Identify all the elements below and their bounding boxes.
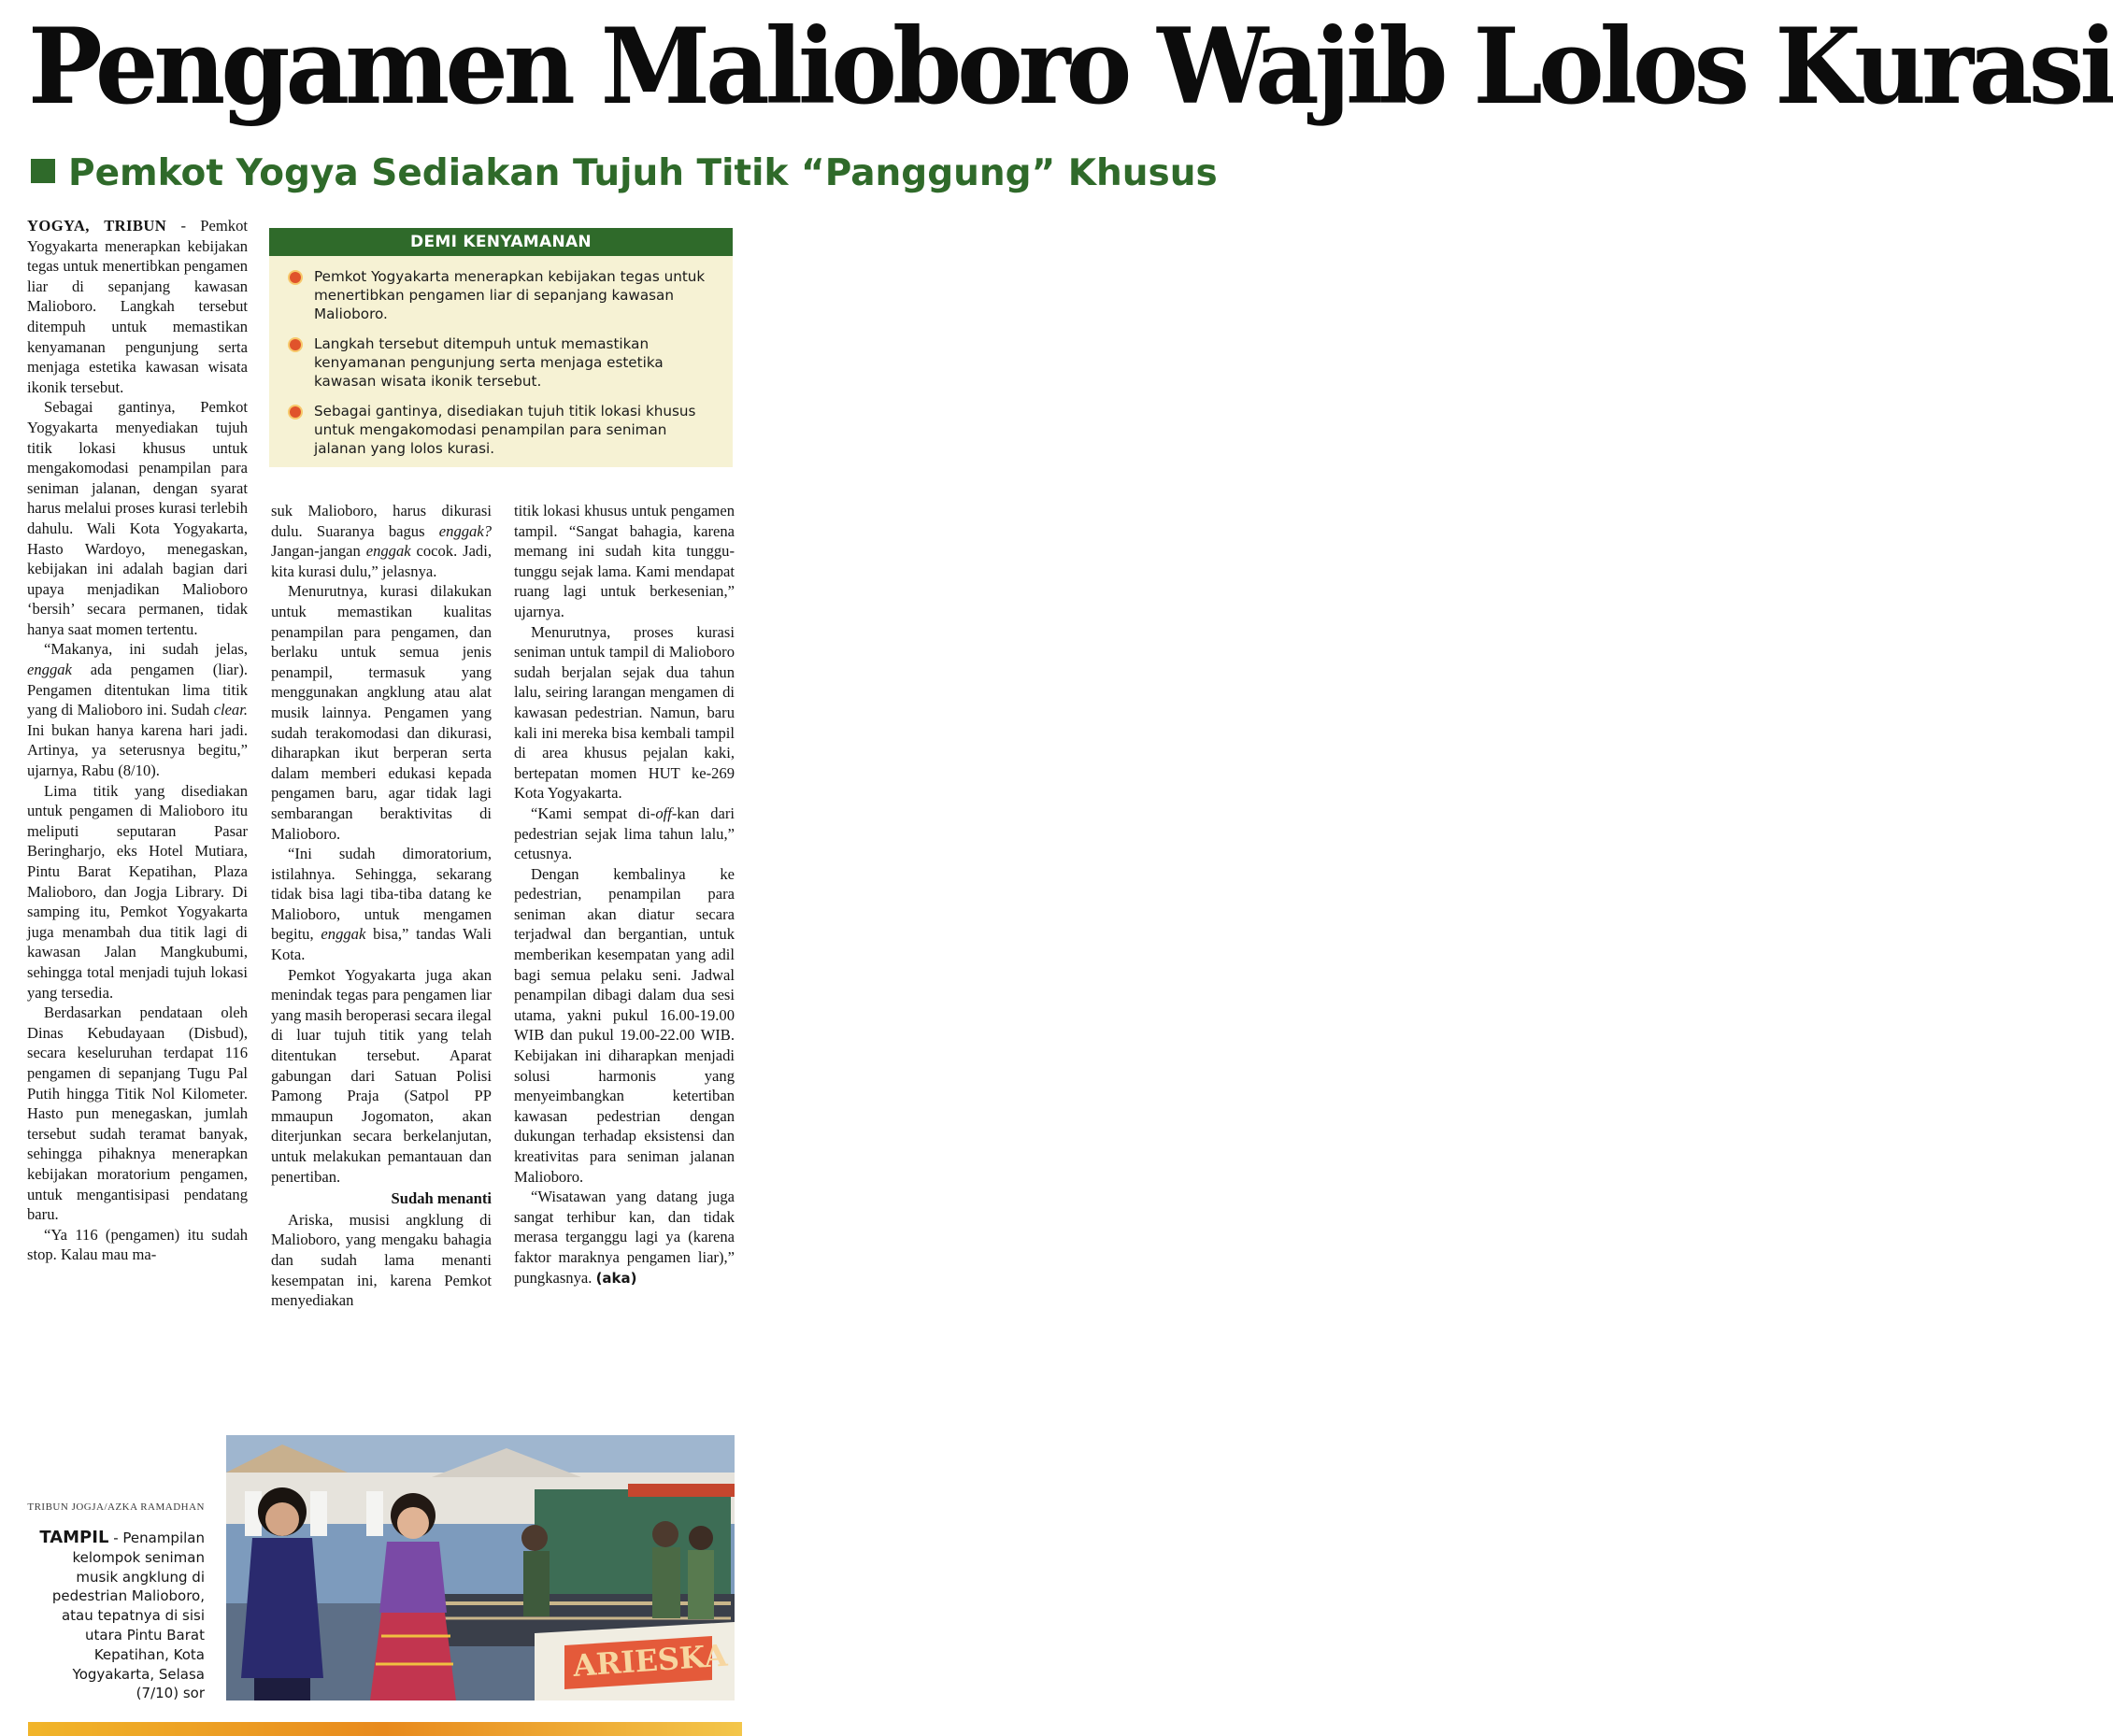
- bullet-dot-icon: [290, 339, 301, 350]
- headline: Pengamen Malioboro Wajib Lolos Kurasi: [28, 4, 2113, 128]
- paragraph: Menurutnya, kurasi dilakukan untuk memastikan kualitas penampilan para pengamen, dan berlaku untuk semua jenis penampil, termasuk yang menggunakan angklung atau alat musik lainnya. Pengamen yang sudah terakomodasi dan dikurasi, diharapkan ikut berperan serta dalam memberi edukasi kepada pengamen baru, agar tidak lagi sembarangan beraktivitas di Malioboro.: [271, 582, 492, 843]
- section-heading: Sudah menanti: [391, 1189, 492, 1208]
- caption-label: TAMPIL: [39, 1528, 109, 1547]
- paragraph: “Kami sempat di-off-kan dari pedestrian sejak lima tahun lalu,” cetusnya.: [514, 804, 735, 863]
- bottom-color-strip: [28, 1722, 742, 1736]
- news-photo: [226, 1435, 735, 1700]
- bullet-dot-icon: [290, 272, 301, 283]
- paragraph: Ariska, musisi angklung di Malioboro, yang mengaku bahagia dan sudah lama menanti kesempatan ini, karena Pemkot menyediakan: [271, 1210, 492, 1310]
- paragraph: Dengan kembalinya ke pedestrian, penampilan para seniman akan diatur secara terjadwal dan bergantian, untuk memberikan kesempatan yang adil bagi semua pelaku seni. Jadwal penampilan dibagi dalam dua sesi utama, yakni pukul 16.00-19.00 WIB dan pukul 19.00-22.00 WIB. Kebijakan ini diharapkan menjadi solusi harmonis yang menyeimbangkan ketertiban kawasan pedestrian dengan dukungan terhadap eksistensi dan kreativitas para seniman jalanan Malioboro.: [514, 864, 735, 1186]
- paragraph: Sebagai gantinya, Pemkot Yogyakarta menyediakan tujuh titik lokasi khusus untuk mengakomodasi penampilan para seniman jalanan, dengan syarat harus melalui proses kurasi terlebih dahulu. Wali Kota Yogyakarta, Hasto Wardoyo, menegaskan, kebijakan ini adalah bagian dari upaya menjadikan Malioboro ‘bersih’ secara permanen, tidak hanya saat momen tertentu.: [27, 398, 248, 638]
- photo-illustration: [226, 1435, 735, 1700]
- paragraph: “Makanya, ini sudah jelas, enggak ada pengamen (liar). Pengamen ditentukan lima titik yang di Malioboro ini. Sudah clear. Ini bukan hanya karena hari jadi. Artinya, ya seterusnya begitu,” ujarnya, Rabu (8/10).: [27, 640, 249, 780]
- info-box-item: Langkah tersebut ditempuh untuk memastikan kenyamanan pengunjung serta menjaga estetika kawasan wisata ikonik tersebut.: [286, 334, 716, 391]
- info-box-item: Pemkot Yogyakarta menerapkan kebijakan tegas untuk menertibkan pengamen liar di sepanjang kawasan Malioboro.: [286, 267, 716, 323]
- paragraph: “Wisatawan yang datang juga sangat terhibur kan, dan tidak merasa terganggu lagi ya (karena faktor maraknya pengamen liar),” pungkasnya. (aka): [514, 1188, 735, 1287]
- photo-credit: TRIBUN JOGJA/AZKA RAMADHAN: [27, 1501, 205, 1513]
- bullet-dot-icon: [290, 406, 301, 418]
- subheadline-text: Pemkot Yogya Sediakan Tujuh Titik “Panggung” Khusus: [68, 152, 1218, 194]
- info-box-title: DEMI KENYAMANAN: [269, 228, 733, 256]
- info-box: [269, 228, 733, 467]
- paragraph: suk Malioboro, harus dikurasi dulu. Suaranya bagus enggak? Jangan-jangan enggak cocok. Jadi, kita kurasi dulu,” jelasnya.: [271, 502, 492, 580]
- paragraph: titik lokasi khusus untuk pengamen tampil. “Sangat bahagia, karena memang ini sudah kita tunggu-tunggu sejak lama. Kami mendapat ruang lagi untuk berkesenian,” ujarnya.: [514, 502, 735, 620]
- article-column-3: [514, 501, 735, 1288]
- paragraph: “Ya 116 (pengamen) itu sudah stop. Kalau mau ma-: [27, 1225, 248, 1264]
- info-box-list: [269, 256, 733, 458]
- paragraph: Pemkot Yogyakarta juga akan menindak tegas para pengamen liar yang masih beroperasi secara ilegal di luar tujuh titik yang telah ditentukan tersebut. Aparat gabungan dari Satuan Polisi Pamong Praja (Satpol PP mmaupun Jogomaton, akan diterjunkan secara berkelanjutan, untuk melakukan pemantauan dan penertiban.: [271, 965, 492, 1186]
- author-credit: (aka): [595, 1269, 637, 1287]
- banner-text: ARIESKA: [571, 1637, 729, 1684]
- info-box-item: Sebagai gantinya, disediakan tujuh titik lokasi khusus untuk mengakomodasi penampilan para seniman jalanan yang lolos kurasi.: [286, 402, 716, 458]
- caption-text: - Penampilan kelompok seniman musik angklung di pedestrian Malioboro, atau tepatnya di sisi utara Pintu Barat Kepatihan, Kota Yogyakarta, Selasa (7/10) sor: [51, 1530, 205, 1702]
- dateline: YOGYA, TRIBUN: [27, 217, 167, 235]
- paragraph: [27, 216, 248, 397]
- paragraph: Berdasarkan pendataan oleh Dinas Kebudayaan (Disbud), secara keseluruhan terdapat 116 pengamen di sepanjang Tugu Pal Putih hingga Titik Nol Kilometer. Hasto pun menegaskan, jumlah tersebut sudah teramat banyak, sehingga pihaknya menerapkan kebijakan moratorium pengamen, untuk mengantisipasi pendatang baru.: [27, 1003, 248, 1224]
- paragraph-text: - Pemkot Yogyakarta menerapkan kebijakan tegas untuk menertibkan pengamen liar di sepanjang kawasan Malioboro. Langkah tersebut ditempuh untuk memastikan kenyamanan pengunjung serta menjaga estetika kawasan wisata ikonik tersebut.: [27, 217, 248, 396]
- article-column-2: [271, 501, 492, 1311]
- subheadline: [31, 148, 1218, 200]
- article-column-1: [27, 216, 248, 1265]
- paragraph: Lima titik yang disediakan untuk pengamen di Malioboro itu meliputi seputaran Pasar Beringharjo, eks Hotel Mutiara, Pintu Barat Kepatihan, Plaza Malioboro, dan Jogja Library. Di samping itu, Pemkot Yogyakarta juga menambah dua titik lagi di kawasan Jalan Mangkubumi, sehingga total menjadi tujuh lokasi yang tersedia.: [27, 781, 248, 1002]
- paragraph: Menurutnya, proses kurasi seniman untuk tampil di Malioboro sudah berjalan sejak dua tahun lalu, seiring larangan mengamen di kawasan pedestrian. Namun, baru kali ini mereka bisa kembali tampil di area khusus pejalan kaki, bertepatan momen HUT ke-269 Kota Yogyakarta.: [514, 622, 735, 803]
- paragraph: “Ini sudah dimoratorium, istilahnya. Sehingga, sekarang tidak bisa lagi tiba-tiba datang ke Malioboro, untuk mengamen begitu, enggak bisa,” tandas Wali Kota.: [271, 845, 492, 964]
- photo-caption: [27, 1529, 205, 1703]
- square-bullet-icon: [31, 159, 55, 183]
